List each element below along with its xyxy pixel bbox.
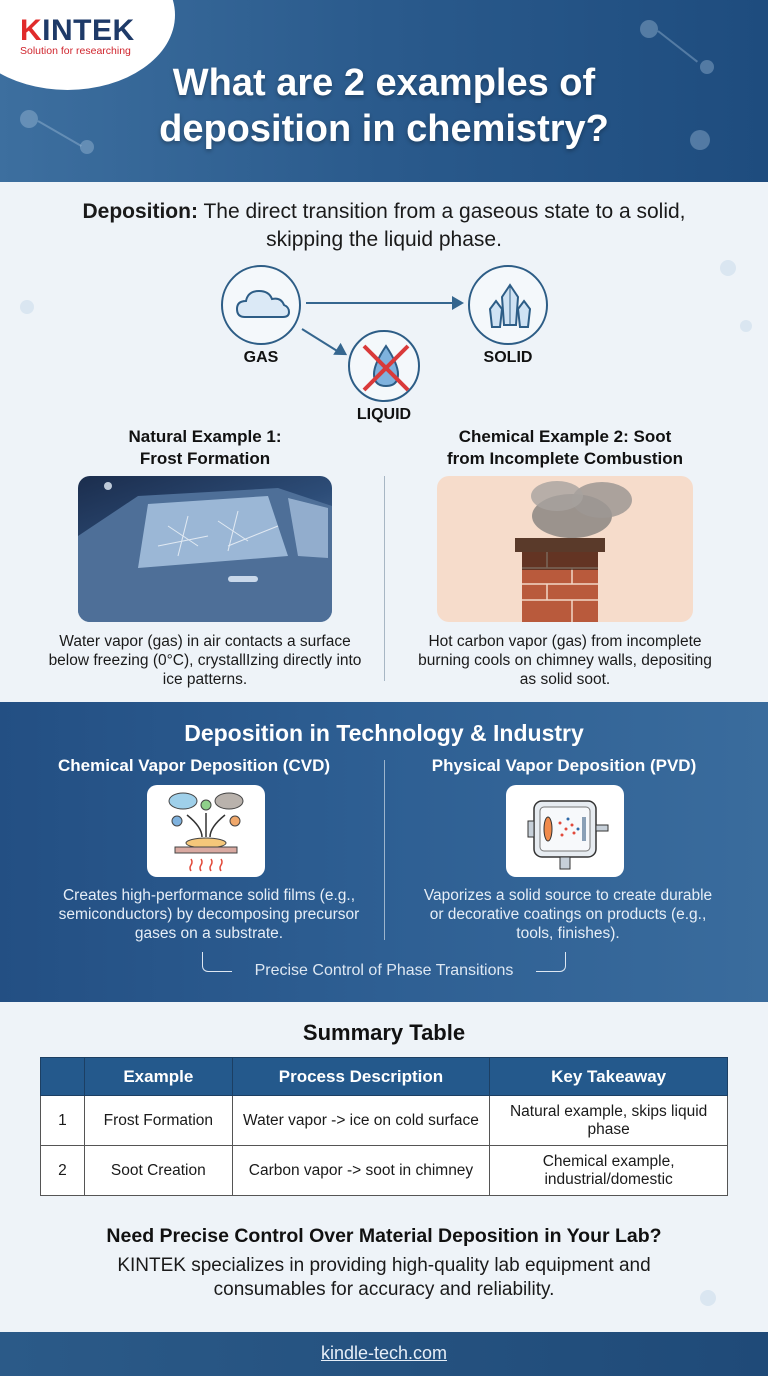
technology-section (0, 702, 768, 1002)
table-cell: 1 (41, 1096, 85, 1146)
cvd-description: Creates high-performance solid films (e.g., semiconductors) by decomposing precursor gases on a substrate. (58, 887, 360, 942)
examples-divider (384, 476, 385, 681)
table-cell: Carbon vapor -> soot in chimney (232, 1146, 490, 1196)
table-header: Example (84, 1058, 232, 1096)
table-cell: Water vapor -> ice on cold surface (232, 1096, 490, 1146)
definition-body: The direct transition from a gaseous state to a solid, skipping the liquid phase. (203, 200, 686, 251)
example-2-description: Hot carbon vapor (gas) from incomplete burning cools on chimney walls, depositing as solid soot. (418, 633, 712, 688)
gas-cloud-icon (221, 265, 301, 345)
chimney-soot-image (437, 476, 693, 622)
gas-to-solid-arrow (306, 302, 456, 304)
example-1-description: Water vapor (gas) in air contacts a surface below freezing (0°C), crystallIzing directly into ice patterns. (48, 633, 362, 688)
molecule-decoration (657, 30, 698, 62)
example-1-heading-line1: Natural Example 1: (128, 427, 282, 446)
website-link[interactable]: kindle-tech.com (320, 1343, 448, 1363)
liquid-label: LIQUID (356, 406, 412, 423)
example-2-heading (420, 426, 710, 470)
title-line-1: What are 2 examples of (172, 62, 596, 104)
cta-text: KINTEK specializes in providing high-quality lab equipment and consumables for accuracy and reliability. (117, 1255, 651, 1300)
liquid-drop-crossed-icon (348, 330, 420, 402)
cvd-title: Chemical Vapor Deposition (CVD) (57, 756, 331, 775)
gas-label: GAS (243, 349, 279, 366)
page-title (0, 60, 768, 152)
frost-car-image (78, 476, 332, 622)
tech-divider (384, 760, 385, 940)
summary-table (40, 1057, 728, 1196)
table-header (41, 1058, 85, 1096)
table-row (41, 1096, 728, 1146)
arrow-head-icon (452, 296, 464, 310)
example-1-heading-line2: Frost Formation (139, 449, 271, 468)
brand-logo[interactable] (20, 14, 135, 48)
table-cell: 2 (41, 1146, 85, 1196)
table-cell: Frost Formation (84, 1096, 232, 1146)
pvd-description: Vaporizes a solid source to create durable or decorative coatings on products (e.g., tools, finishes). (423, 887, 713, 942)
title-line-2: deposition in chemistry? (159, 108, 609, 150)
footer-bar (0, 1332, 768, 1376)
logo-k-mark: K (20, 14, 43, 47)
table-cell: Soot Creation (84, 1146, 232, 1196)
table-header: Key Takeaway (490, 1058, 728, 1096)
molecule-decoration (740, 320, 752, 332)
molecule-decoration (700, 1290, 716, 1306)
solid-label: SOLID (483, 349, 533, 366)
example-2-heading-line1: Chemical Example 2: Soot (458, 427, 672, 446)
table-cell: Natural example, skips liquid phase (490, 1096, 728, 1146)
definition-text (60, 198, 708, 254)
table-cell: Chemical example, industrial/domestic (490, 1146, 728, 1196)
definition-term: Deposition: (82, 200, 198, 223)
example-2-heading-line2: from Incomplete Combustion (446, 449, 684, 468)
logo-rest: INTEK (42, 14, 135, 47)
pvd-title: Physical Vapor Deposition (PVD) (431, 756, 697, 775)
table-row (41, 1146, 728, 1196)
header-banner (0, 0, 768, 182)
molecule-decoration (720, 260, 736, 276)
tech-footer-text: Precise Control of Phase Transitions (254, 962, 514, 979)
table-header: Process Description (232, 1058, 490, 1096)
cta-title: Need Precise Control Over Material Deposition in Your Lab? (106, 1225, 662, 1247)
cvd-process-icon (147, 785, 265, 877)
summary-title: Summary Table (302, 1020, 466, 1045)
solid-crystal-icon (468, 265, 548, 345)
brand-tagline: Solution for researching (20, 45, 131, 57)
example-1-heading (70, 426, 340, 470)
pvd-chamber-icon (506, 785, 624, 877)
molecule-decoration (640, 20, 658, 38)
table-header-row (41, 1058, 728, 1096)
technology-title: Deposition in Technology & Industry (184, 720, 584, 746)
molecule-decoration (20, 300, 34, 314)
